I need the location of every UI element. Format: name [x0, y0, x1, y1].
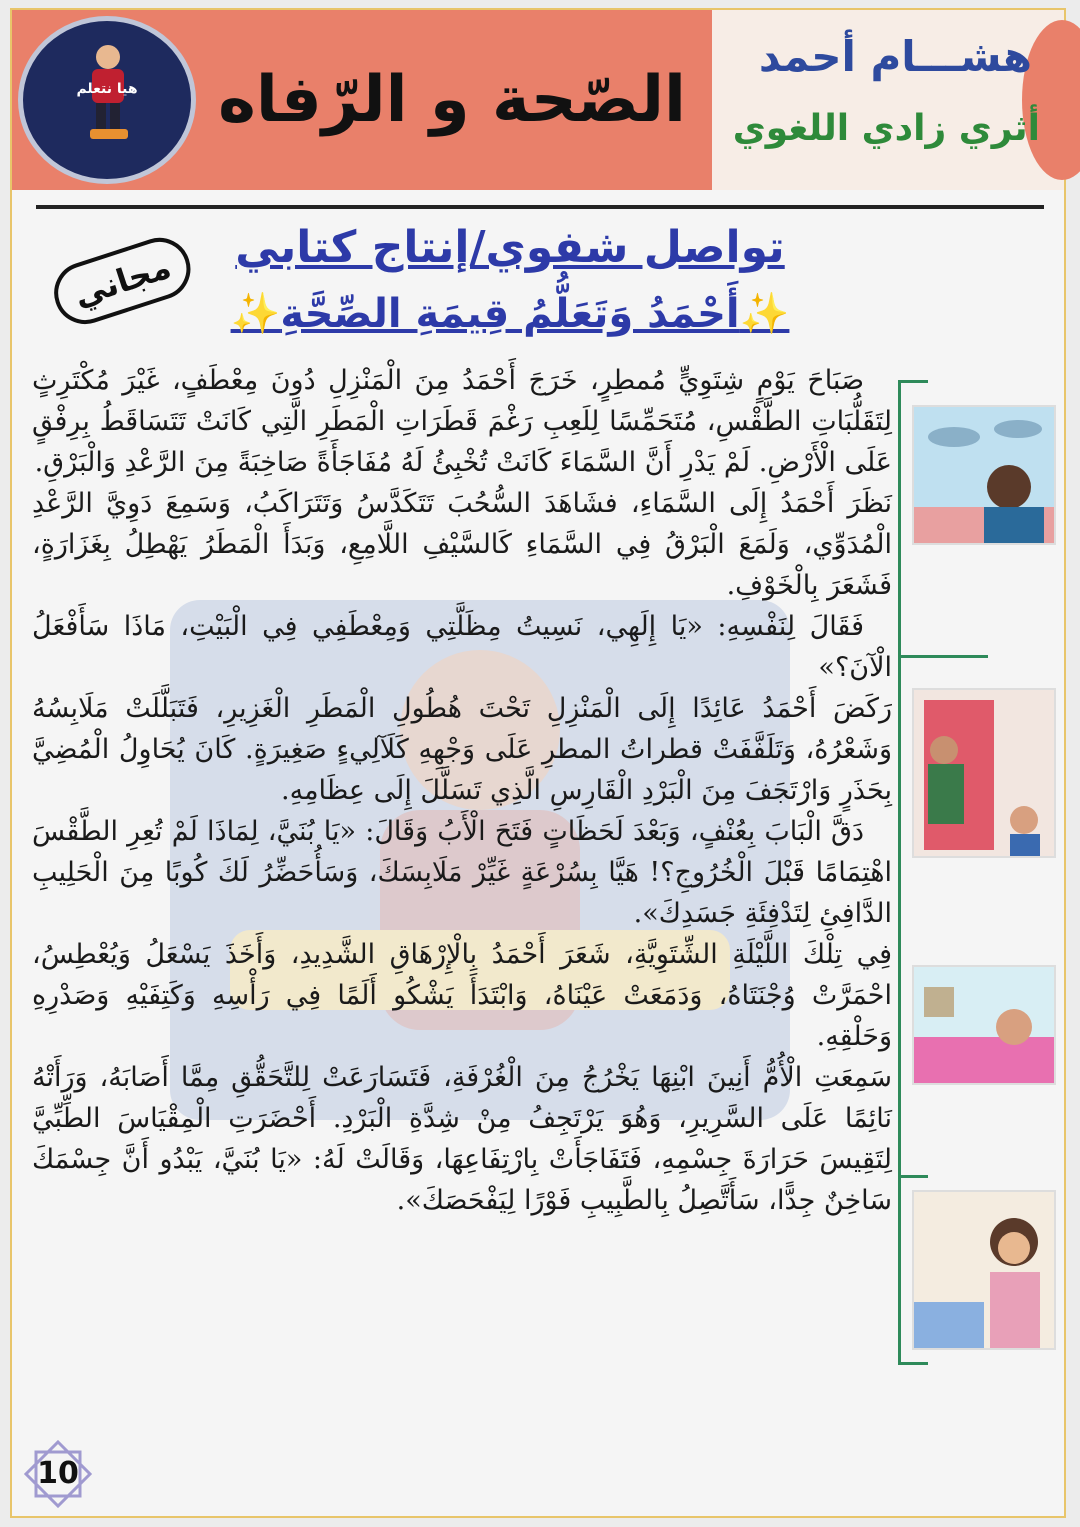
author-name: هشـــام أحمد [758, 32, 1032, 81]
story-paragraph: دَقَّ الْبَابَ بِعُنْفٍ، وَبَعْدَ لَحَظَاتٍ فَتَحَ الْأَبُ وَقَالَ: «يَا بُنَيَّ، لِمَاذَا لَمْ تُعِرِ الطَّقْسَ اهْتِمَامًا قَبْلَ الْخُرُوجِ؟! هَيَّا بِسُرْعَةٍ غَيِّرْ مَلَابِسَكَ، وَسَأُحَضِّرُ لَكَ كُوبًا مِنَ الْحَلِيبِ الدَّافِئِ لِتَدْفِئَةِ جَسَدِكَ». [32, 816, 892, 929]
sparkle-icon: ✨ [230, 291, 281, 337]
story-paragraph: سَمِعَتِ الْأُمُّ أَنِينَ ابْنِهَا يَخْرُجُ مِنَ الْغُرْفَةِ، فَتَسَارَعَتْ لِلتَّحَقُّقِ مِمَّا أَصَابَهُ، وَرَأَتْهُ نَائِمًا عَلَى السَّرِيرِ، وَهُوَ يَرْتَجِفُ مِنْ شِدَّةِ الْبَرْدِ. أَحْضَرَتِ الْمِقْيَاسَ الطِّبِّيَّ لِتَقِيسَ حَرَارَةَ جِسْمِهِ، فَتَفَاجَأَتْ بِارْتِفَاعِهَا، وَقَالَتْ لَهُ: «يَا بُنَيَّ، يَبْدُو أَنَّ جِسْمَكَ سَاخِنٌ جِدًّا، سَأَتَّصِلُ بِالطَّبِيبِ فَوْرًا لِيَفْحَصَكَ». [32, 1062, 892, 1216]
story-text [32, 360, 892, 1440]
header [12, 10, 1064, 190]
story-paragraph: فِي تِلْكَ اللَّيْلَةِ الشِّتَوِيَّةِ، شَعَرَ أَحْمَدُ بِالْإِرْهَاقِ الشَّدِيدِ، وَأَخَذَ يَسْعَلُ وَيُعْطِسُ، احْمَرَّتْ وُجْنَتَاهُ، وَدَمَعَتْ عَيْنَاهُ، وَابْتَدَأَ يَشْكُو أَلَمًا فِي رَأْسِهِ وَكَتِفَيْهِ وَصَدْرِهِ وَحَلْقِهِ. [32, 939, 892, 1052]
story-paragraph: نَظَرَ أَحْمَدُ إِلَى السَّمَاءِ، فشَاهَدَ السُّحُبَ تَتَكَدَّسُ وَتَتَرَاكَبُ، وَسَمِعَ دَوِيَّ الرَّعْدِ الْمُدَوِّي، وَلَمَعَ الْبَرْقُ فِي السَّمَاءِ كَالسَّيْفِ اللَّامِعِ، وَبَدَأَ الْمَطَرُ يَهْطِلُ بِغَزَارَةٍ، فَشَعَرَ بِالْخَوْفِ. [32, 488, 892, 601]
illustration-boy-in-rain [912, 405, 1056, 545]
sick-boy-icon [914, 967, 1056, 1085]
badge-label: مجاني [69, 247, 176, 315]
logo-text: هيا نتعلم [76, 81, 138, 97]
father-door-icon [914, 690, 1056, 858]
story-paragraph: رَكَضَ أَحْمَدُ عَائِدًا إِلَى الْمَنْزِلِ تَحْتَ هُطُولِ الْمَطَرِ الْغَزِيرِ، فَتَبَلَّلَتْ مَلَابِسُهُ وَشَعْرُهُ، وَتَلَفَّفَتْ قطراتُ المطرِ عَلَى وَجْهِهِ كَلَآلِيءٍ صَغِيرَةٍ. كَانَ يُحَاوِلُ الْمُضِيَّ بِحَذَرٍ وَارْتَجَفَ مِنَ الْبَرْدِ الْقَارِسِ الَّذِي تَسَلَّلَ إِلَى عِظَامِهِ. [32, 693, 892, 806]
illustration-father-door [912, 688, 1056, 858]
boy-rain-icon [914, 407, 1056, 545]
header-divider [36, 205, 1044, 209]
page-number: 10 [37, 1456, 79, 1491]
story-paragraph: فَقَالَ لِنَفْسِهِ: «يَا إِلَهِي، نَسِيتُ مِظَلَّتِي وَمِعْطَفِي فِي الْبَيْتِ، مَاذَا سَأَفْعَلُ الْآنَ؟» [32, 611, 892, 683]
bracket-line [898, 1362, 928, 1365]
section-title: تواصل شفوي/إنتاج كتابي [235, 222, 785, 273]
book-subtitle: أثري زادي اللغوي [732, 108, 1040, 149]
sparkle-icon: ✨ [739, 291, 790, 337]
illustration-mother-thermometer [912, 1190, 1056, 1350]
story-title-row [200, 290, 820, 337]
illustration-sick-boy-bed [912, 965, 1056, 1085]
logo [18, 16, 196, 184]
story-paragraph: صَبَاحَ يَوْمٍ شِتَوِيٍّ مُمطِرٍ، خَرَجَ أَحْمَدُ مِنَ الْمَنْزِلِ دُونَ مِعْطَفٍ، غَيْرَ مُكْتَرِثٍ لِتَقَلُّبَاتِ الطَّقْسِ، مُتَحَمِّسًا لِلَعِبِ رَغْمَ قَطَرَاتِ الْمَطَرِ الَّتِي كَانَتْ تَتَسَاقَطُ بِرِفْقٍ عَلَى الْأَرْضِ. لَمْ يَدْرِ أَنَّ السَّمَاءَ كَانَتْ تُخْبِئُ لَهُ مُفَاجَأَةً صَاخِبَةً مِنَ الرَّعْدِ وَالْبَرْقِ. [32, 365, 892, 478]
mother-thermometer-icon [914, 1192, 1056, 1350]
lesson-title: الصّحة و الرّفاه [218, 63, 686, 137]
story-title: أَحْمَدُ وَتَعَلُّمُ قِيمَةِ الصِّحَّةِ [280, 291, 740, 337]
